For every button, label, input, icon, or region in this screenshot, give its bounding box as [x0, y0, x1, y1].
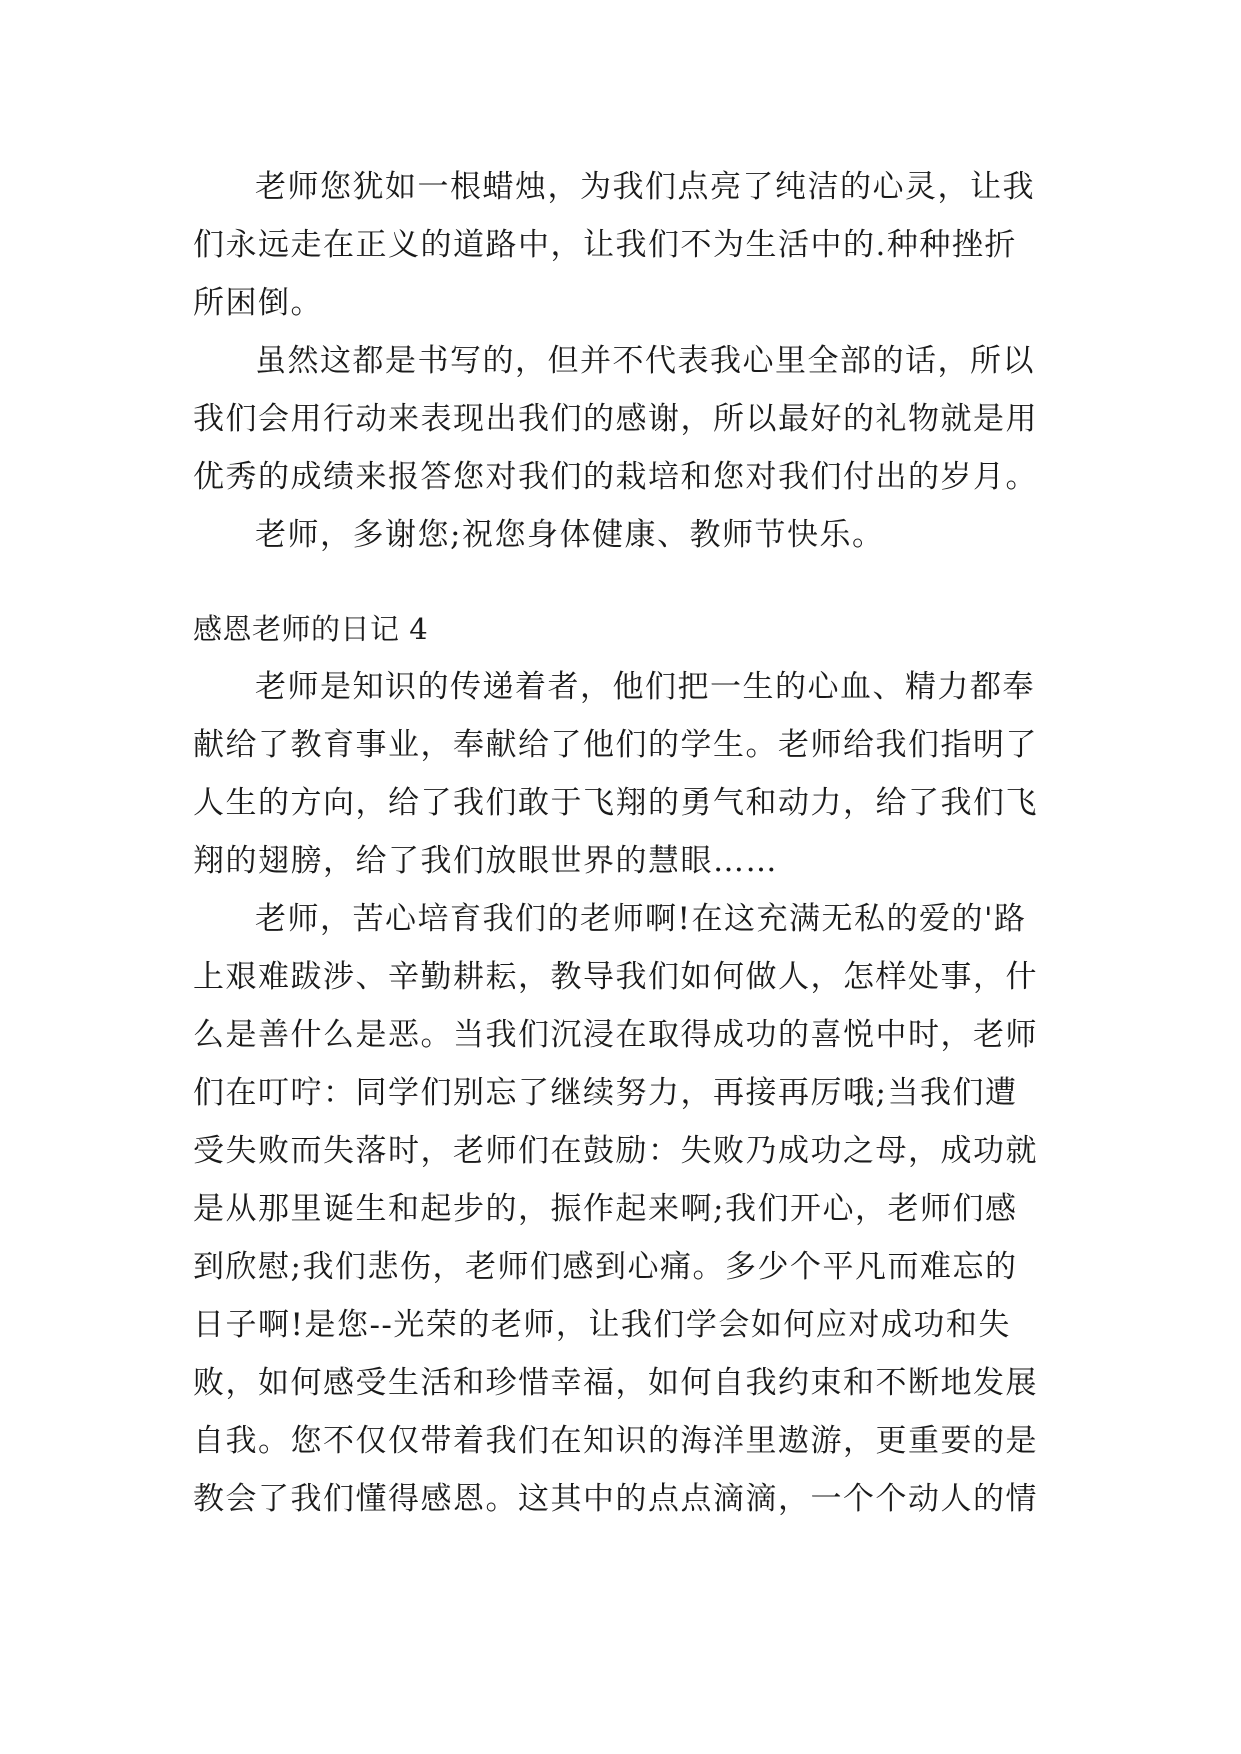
paragraph-line: 优秀的成绩来报答您对我们的栽培和您对我们付出的岁月。 [193, 459, 1038, 495]
section-spacer [193, 564, 1053, 600]
paragraph-line: 献给了教育事业，奉献给了他们的学生。老师给我们指明了 [193, 727, 1038, 763]
paragraph-line: 受失败而失落时，老师们在鼓励：失败乃成功之母，成功就 [193, 1133, 1038, 1169]
paragraph-line: 自我。您不仅仅带着我们在知识的海洋里遨游，更重要的是 [193, 1423, 1038, 1459]
paragraph-line: 们在叮咛：同学们别忘了继续努力，再接再厉哦;当我们遭 [193, 1075, 1018, 1111]
paragraph-line: 虽然这都是书写的，但并不代表我心里全部的话，所以 [255, 343, 1035, 379]
paragraph-line: 败，如何感受生活和珍惜幸福，如何自我约束和不断地发展 [193, 1365, 1038, 1401]
paragraph [193, 658, 1053, 890]
paragraph-line: 老师，多谢您;祝您身体健康、教师节快乐。 [255, 517, 885, 553]
paragraph-line: 上艰难跋涉、辛勤耕耘，教导我们如何做人，怎样处事，什 [193, 959, 1038, 995]
section-heading: 感恩老师的日记 4 [193, 612, 429, 646]
paragraph-line: 所困倒。 [193, 285, 323, 321]
paragraph-line: 翔的翅膀，给了我们放眼世界的慧眼…… [193, 843, 778, 879]
paragraph-line: 日子啊!是您--光荣的老师，让我们学会如何应对成功和失 [193, 1307, 1011, 1343]
paragraph-line: 们永远走在正义的道路中，让我们不为生活中的.种种挫折 [193, 227, 1017, 263]
paragraph-line: 人生的方向，给了我们敢于飞翔的勇气和动力，给了我们飞 [193, 785, 1038, 821]
paragraph [193, 158, 1053, 332]
paragraph-line: 老师是知识的传递着者，他们把一生的心血、精力都奉 [255, 669, 1035, 705]
paragraph [193, 890, 1053, 1528]
paragraph-line: 么是善什么是恶。当我们沉浸在取得成功的喜悦中时，老师 [193, 1017, 1038, 1053]
paragraph-line: 教会了我们懂得感恩。这其中的点点滴滴，一个个动人的情 [193, 1481, 1038, 1517]
document-body [193, 158, 1053, 1528]
paragraph-line: 我们会用行动来表现出我们的感谢，所以最好的礼物就是用 [193, 401, 1038, 437]
paragraph [193, 332, 1053, 506]
paragraph-line: 老师您犹如一根蜡烛，为我们点亮了纯洁的心灵，让我 [255, 169, 1035, 205]
paragraph [193, 506, 1053, 564]
paragraph-line: 是从那里诞生和起步的，振作起来啊;我们开心，老师们感 [193, 1191, 1018, 1227]
paragraph-line: 老师，苦心培育我们的老师啊!在这充满无私的爱的'路 [255, 901, 1027, 937]
paragraph-line: 到欣慰;我们悲伤，老师们感到心痛。多少个平凡而难忘的 [193, 1249, 1018, 1285]
